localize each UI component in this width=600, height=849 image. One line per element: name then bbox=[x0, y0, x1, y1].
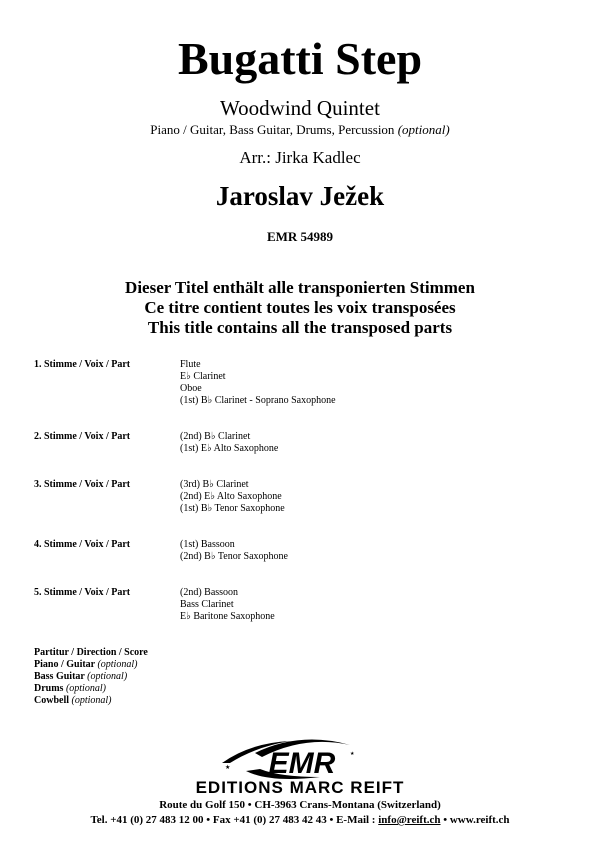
extra-parts-list bbox=[34, 647, 148, 707]
part-instruments bbox=[180, 431, 574, 455]
instrument: (2nd) B♭ Clarinet bbox=[180, 431, 251, 442]
notice-line: Dieser Titel enthält alle transponierten Stimmen bbox=[125, 278, 475, 297]
part-label: 3. Stimme / Voix / Part bbox=[34, 479, 131, 490]
catalog-number: EMR 54989 bbox=[266, 229, 334, 244]
part-1 bbox=[34, 359, 574, 407]
extra-part-note: (optional) bbox=[97, 659, 138, 670]
svg-text:★: ★ bbox=[350, 752, 355, 757]
instrument: (1st) B♭ Tenor Saxophone bbox=[180, 503, 285, 514]
title: Bugatti Step bbox=[177, 33, 423, 84]
instrument: (3rd) B♭ Clarinet bbox=[180, 479, 249, 490]
transposed-notice bbox=[0, 278, 600, 338]
part-label: 4. Stimme / Voix / Part bbox=[34, 539, 131, 550]
part-instruments bbox=[180, 587, 574, 623]
extra-part-note: (optional) bbox=[65, 683, 106, 694]
part-4 bbox=[34, 539, 574, 563]
part-3 bbox=[34, 479, 574, 515]
instrument: (2nd) Bassoon bbox=[180, 587, 239, 598]
part-label: 2. Stimme / Voix / Part bbox=[34, 431, 131, 442]
extra-part bbox=[34, 695, 148, 707]
extra-part-name: Partitur / Direction / Score bbox=[34, 647, 148, 658]
part-2 bbox=[34, 431, 574, 455]
part-5 bbox=[34, 587, 574, 623]
publisher-name: EDITIONS MARC REIFT bbox=[195, 778, 405, 797]
part-label: 1. Stimme / Voix / Part bbox=[34, 359, 131, 370]
part-label: 5. Stimme / Voix / Part bbox=[34, 587, 131, 598]
subtitle: Woodwind Quintet bbox=[220, 96, 380, 120]
notice-line: This title contains all the transposed parts bbox=[147, 318, 453, 337]
extra-part-note: (optional) bbox=[87, 671, 128, 682]
extra-part-name: Cowbell bbox=[34, 695, 69, 706]
extra-part-name: Drums bbox=[34, 683, 64, 694]
instrument: E♭ Clarinet bbox=[180, 371, 226, 382]
instrument: (2nd) B♭ Tenor Saxophone bbox=[180, 551, 288, 562]
notice-line: Ce titre contient toutes les voix transposées bbox=[144, 298, 456, 317]
extra-part bbox=[34, 671, 148, 683]
extra-part bbox=[34, 683, 148, 695]
instrument: E♭ Baritone Saxophone bbox=[180, 611, 275, 622]
part-instruments bbox=[180, 479, 574, 515]
extra-part-name: Bass Guitar bbox=[34, 671, 85, 682]
instrument: (1st) Bassoon bbox=[180, 539, 235, 550]
composer: Jaroslav Ježek bbox=[215, 181, 385, 211]
contact-suffix: • www.reift.ch bbox=[440, 814, 510, 826]
email-link[interactable]: info@reift.ch bbox=[378, 814, 441, 826]
extra-part-note: (optional) bbox=[71, 695, 112, 706]
instrument: (2nd) E♭ Alto Saxophone bbox=[180, 491, 282, 502]
arranger: Arr.: Jirka Kadlec bbox=[239, 148, 361, 167]
extra-part bbox=[34, 659, 148, 671]
instrumentation-main: Piano / Guitar, Bass Guitar, Drums, Percussion bbox=[150, 122, 395, 137]
instrumentation bbox=[0, 122, 600, 138]
extra-part-name: Piano / Guitar bbox=[34, 659, 95, 670]
publisher-address: Route du Golf 150 • CH-3963 Crans-Montana (Switzerland) bbox=[159, 799, 441, 811]
extra-part bbox=[34, 647, 148, 659]
instrument: (1st) E♭ Alto Saxophone bbox=[180, 443, 279, 454]
logo-mark: EMR bbox=[268, 747, 336, 780]
instrument: Flute bbox=[180, 359, 201, 370]
svg-text:★: ★ bbox=[225, 765, 231, 771]
instrument: Oboe bbox=[180, 383, 202, 394]
instrument: Bass Clarinet bbox=[180, 599, 234, 610]
contact-prefix: Tel. +41 (0) 27 483 12 00 • Fax +41 (0) 27 483 42 43 • E-Mail : bbox=[90, 814, 379, 826]
part-instruments bbox=[180, 539, 574, 563]
instrumentation-optional: (optional) bbox=[397, 122, 450, 137]
publisher-contact bbox=[0, 813, 600, 827]
instrument: (1st) B♭ Clarinet - Soprano Saxophone bbox=[180, 395, 336, 406]
part-instruments bbox=[180, 359, 574, 407]
